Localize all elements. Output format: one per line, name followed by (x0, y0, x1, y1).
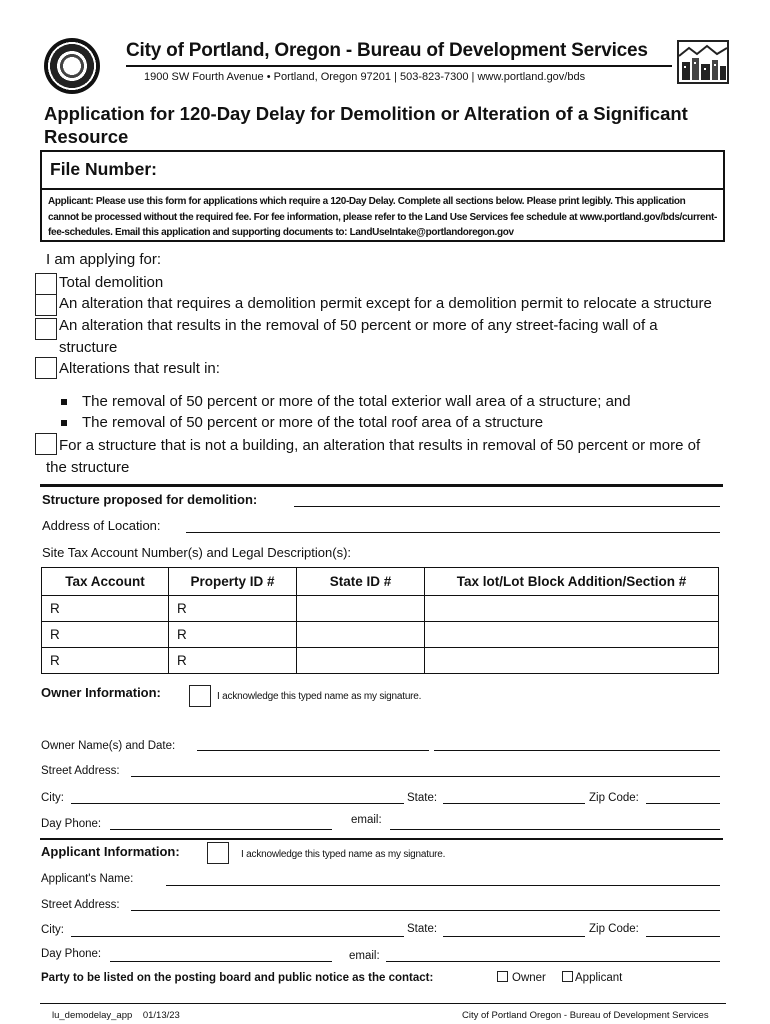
footer-rule (40, 1003, 726, 1004)
owner-street-input[interactable] (131, 776, 720, 777)
option-street-wall-label-1: An alteration that results in the removal of 50 percent or more of any street-facing wall of a (59, 317, 658, 334)
applicant-city-label: City: (41, 924, 64, 936)
owner-name-label: Owner Name(s) and Date: (41, 740, 176, 752)
file-number-rule (42, 188, 723, 190)
owner-city-input[interactable] (71, 803, 404, 804)
applying-heading: I am applying for: (46, 251, 162, 268)
state-id-cell[interactable] (297, 596, 425, 622)
applicant-name-label: Applicant's Name: (41, 873, 134, 885)
footer-org: City of Portland Oregon - Bureau of Development Services (462, 1010, 709, 1021)
contact-owner-checkbox[interactable] (497, 971, 508, 982)
applicant-street-label: Street Address: (41, 899, 120, 911)
table-row (42, 648, 719, 674)
applicant-city-input[interactable] (71, 936, 404, 937)
owner-heading: Owner Information: (41, 685, 161, 700)
table-row (42, 596, 719, 622)
owner-street-label: Street Address: (41, 765, 120, 777)
owner-phone-input[interactable] (110, 829, 332, 830)
state-id-cell[interactable] (297, 622, 425, 648)
applicant-state-label: State: (407, 923, 438, 935)
applicant-heading: Applicant Information: (41, 844, 180, 859)
option-alterations-label: Alterations that result in: (59, 360, 220, 377)
owner-name-input[interactable] (197, 750, 429, 751)
applicant-email-label: email: (349, 950, 380, 962)
option-total-demolition-checkbox[interactable] (35, 273, 57, 295)
table-row (42, 622, 719, 648)
property-id-cell[interactable]: R (169, 622, 297, 648)
option-alteration-permit-checkbox[interactable] (35, 294, 57, 316)
tax-account-table (41, 567, 719, 674)
applicant-phone-input[interactable] (110, 961, 332, 962)
tax-lot-cell[interactable] (425, 596, 719, 622)
property-id-cell[interactable]: R (169, 648, 297, 674)
owner-zip-input[interactable] (646, 803, 720, 804)
structure-proposed-input[interactable] (294, 506, 720, 507)
applicant-ack-checkbox[interactable] (207, 842, 229, 864)
owner-state-label: State: (407, 792, 438, 804)
property-id-cell[interactable]: R (169, 596, 297, 622)
option-total-demolition-label: Total demolition (59, 274, 164, 291)
table-header-property-id: Property ID # (169, 568, 297, 596)
applicant-street-input[interactable] (131, 910, 720, 911)
contact-applicant-checkbox[interactable] (562, 971, 573, 982)
applicant-email-input[interactable] (386, 961, 720, 962)
owner-phone-label: Day Phone: (41, 818, 102, 830)
header-rule (126, 65, 672, 67)
applicant-ack-label: I acknowledge this typed name as my signature. (241, 849, 446, 860)
applicant-zip-input[interactable] (646, 936, 720, 937)
owner-date-input[interactable] (434, 750, 720, 751)
tax-account-cell[interactable]: R (42, 648, 169, 674)
org-title: City of Portland, Oregon - Bureau of Development Services (126, 40, 648, 61)
table-header-tax-account: Tax Account (42, 568, 169, 596)
applicant-phone-label: Day Phone: (41, 948, 102, 960)
city-seal-logo (44, 38, 100, 94)
section-rule (40, 838, 723, 840)
option-street-wall-label-2: structure (59, 339, 118, 356)
contact-applicant-label: Applicant (575, 972, 623, 984)
table-header-tax-lot: Tax lot/Lot Block Addition/Section # (425, 568, 719, 596)
tax-lot-cell[interactable] (425, 622, 719, 648)
section-rule (40, 484, 723, 487)
option-street-wall-checkbox[interactable] (35, 318, 57, 340)
owner-ack-label: I acknowledge this typed name as my signature. (217, 691, 422, 702)
address-label: Address of Location: (42, 518, 161, 533)
applicant-zip-label: Zip Code: (589, 923, 639, 935)
file-number-box (40, 150, 725, 242)
tax-account-label: Site Tax Account Number(s) and Legal Description(s): (42, 545, 352, 560)
form-title: Application for 120-Day Delay for Demolition or Alteration of a Significant Resource (44, 103, 688, 147)
option-non-building-checkbox[interactable] (35, 433, 57, 455)
option-non-building-label-1: For a structure that is not a building, an alteration that results in removal of 50 percent or more of (59, 437, 701, 454)
owner-ack-checkbox[interactable] (189, 685, 211, 707)
table-header-state-id: State ID # (297, 568, 425, 596)
contact-owner-label: Owner (512, 972, 546, 984)
applicant-state-input[interactable] (443, 936, 585, 937)
bullet-wall-area: The removal of 50 percent or more of the total exterior wall area of a structure; and (82, 393, 631, 410)
address-input[interactable] (186, 532, 720, 533)
bullet-marker (61, 399, 67, 405)
tax-lot-cell[interactable] (425, 648, 719, 674)
tax-account-cell[interactable]: R (42, 622, 169, 648)
tax-account-cell[interactable]: R (42, 596, 169, 622)
file-number-label: File Number: (50, 159, 157, 179)
contact-label: Party to be listed on the posting board and public notice as the contact: (41, 972, 434, 984)
owner-email-label: email: (351, 814, 382, 826)
structure-proposed-label: Structure proposed for demolition: (42, 492, 258, 507)
footer-form-id: lu_demodelay_app 01/13/23 (52, 1010, 180, 1021)
owner-state-input[interactable] (443, 803, 585, 804)
bds-logo (677, 40, 729, 84)
bullet-marker (61, 420, 67, 426)
applicant-name-input[interactable] (166, 885, 720, 886)
option-alteration-permit-label: An alteration that requires a demolition permit except for a demolition permit to relocate a structure (59, 295, 712, 312)
bullet-roof-area: The removal of 50 percent or more of the total roof area of a structure (82, 414, 544, 431)
owner-zip-label: Zip Code: (589, 792, 639, 804)
state-id-cell[interactable] (297, 648, 425, 674)
option-alterations-checkbox[interactable] (35, 357, 57, 379)
owner-city-label: City: (41, 792, 64, 804)
option-non-building-label-2: the structure (46, 459, 130, 476)
org-address: 1900 SW Fourth Avenue • Portland, Oregon 97201 | 503-823-7300 | www.portland.gov/bds (144, 71, 586, 83)
instructions-text: Applicant: Please use this form for applications which require a 120-Day Delay. Complete all sections below. Please print legibly. This application cannot be processed without the required fee. For fee information, please refer to the Land Use Services fee schedule at www.portland.gov/bds/current-fee-schedules. Email this application and supporting documents to: LandUseIntake@portlandoregon.gov (48, 196, 717, 238)
owner-email-input[interactable] (390, 829, 720, 830)
